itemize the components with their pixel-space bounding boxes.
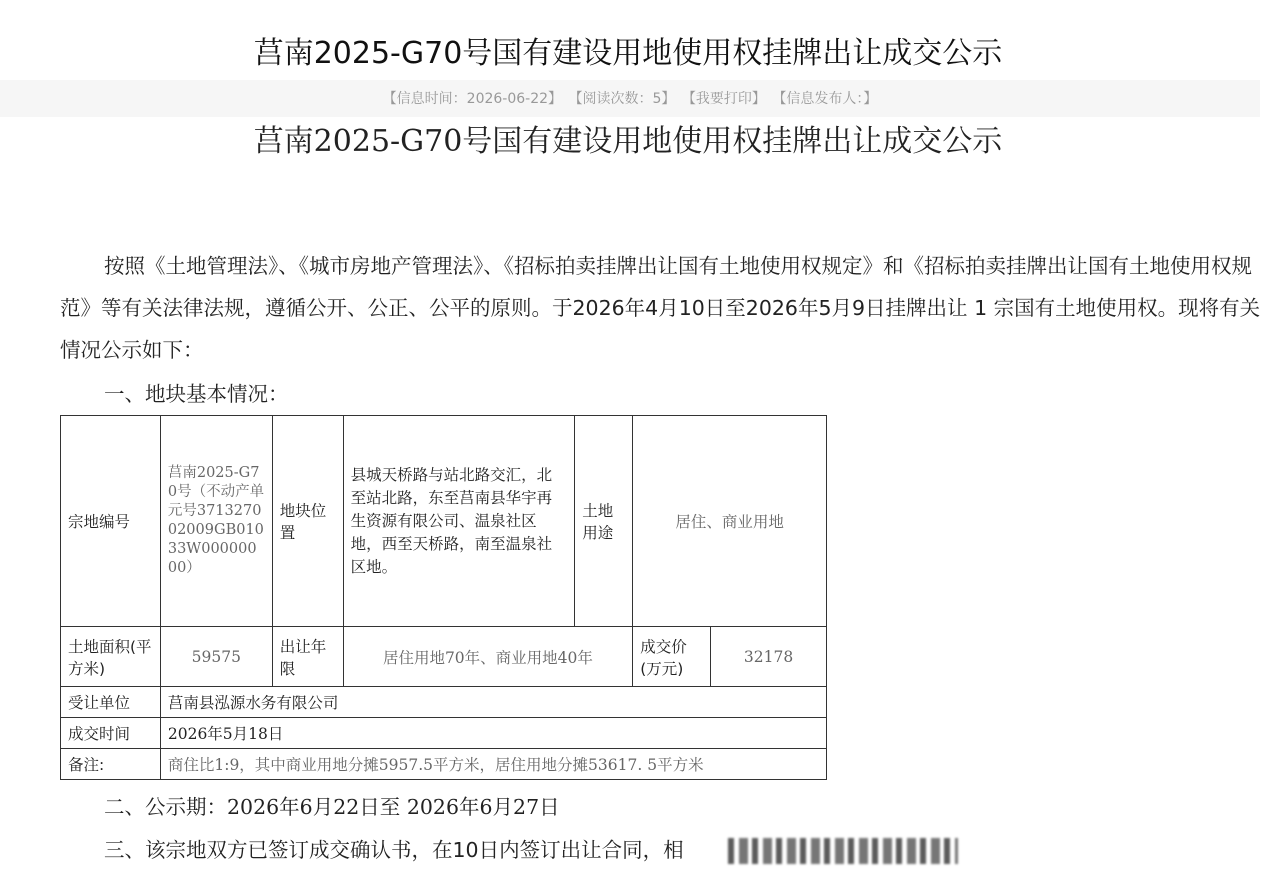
term-value: 居住用地70年、商业用地40年 bbox=[343, 627, 633, 687]
parcel-no-label: 宗地编号 bbox=[61, 416, 161, 627]
location-value: 县城天桥路与站北路交汇，北至站北路，东至莒南县华宇再生资源有限公司、温泉社区地，西至天桥路，南至温泉社区地。 bbox=[343, 416, 575, 627]
area-value: 59575 bbox=[160, 627, 272, 687]
buyer-value: 莒南县泓源水务有限公司 bbox=[160, 687, 826, 718]
section-3-text: 三、该宗地双方已签订成交确认书，在10日内签订出让合同，相 bbox=[104, 838, 684, 862]
parcel-no-value: 莒南2025-G70号（不动产单元号371327002009GB01033W00000000） bbox=[160, 416, 272, 627]
info-meta-bar bbox=[0, 80, 1260, 117]
document-title: 莒南2025-G70号国有建设用地使用权挂牌出让成交公示 bbox=[253, 124, 1003, 159]
table-row bbox=[61, 718, 827, 749]
section-1-text: 一、地块基本情况： bbox=[104, 382, 289, 406]
intro-text: 按照《土地管理法》、《城市房地产管理法》、《招标拍卖挂牌出让国有土地使用权规定》和《招标拍卖挂牌出让国有土地使用权规范》等有关法律法规，遵循公开、公正、公平的原则。于2026年4月10日至2026年5月9日挂牌出让 1 宗国有土地使用权。现将有关情况公示如下： bbox=[60, 254, 1261, 362]
section-1-heading bbox=[60, 379, 1262, 409]
table-row bbox=[61, 627, 827, 687]
table-row bbox=[61, 687, 827, 718]
area-label: 土地面积(平方米) bbox=[61, 627, 161, 687]
deal-time-value: 2026年5月18日 bbox=[160, 718, 826, 749]
remark-value: 商住比1:9，其中商业用地分摊5957.5平方米，居住用地分摊53617. 5平方米 bbox=[160, 749, 826, 780]
price-value: 32178 bbox=[711, 627, 827, 687]
price-label: 成交价(万元) bbox=[633, 627, 711, 687]
page-title: 莒南2025-G70号国有建设用地使用权挂牌出让成交公示 bbox=[253, 36, 1003, 71]
use-value: 居住、商业用地 bbox=[633, 416, 827, 627]
print-link[interactable]: 【我要打印】 bbox=[681, 91, 766, 107]
land-info-table bbox=[60, 415, 827, 780]
location-label: 地块位置 bbox=[272, 416, 343, 627]
section-2 bbox=[60, 792, 1262, 822]
read-count: 【阅读次数：5】 bbox=[568, 91, 676, 107]
intro-paragraph bbox=[60, 245, 1262, 371]
section-2-text bbox=[60, 792, 1262, 822]
term-label: 出让年限 bbox=[272, 627, 343, 687]
section-2-value: 2026年6月22日至 2026年6月27日 bbox=[227, 795, 560, 819]
section-2-label: 二、公示期： bbox=[104, 795, 227, 819]
deal-time-label: 成交时间 bbox=[61, 718, 161, 749]
remark-label: 备注: bbox=[61, 749, 161, 780]
use-label: 土地用途 bbox=[575, 416, 633, 627]
info-time: 【信息时间：2026-06-22】 bbox=[382, 91, 563, 107]
section-3 bbox=[60, 835, 1262, 865]
obscured-text bbox=[728, 838, 958, 864]
table-row bbox=[61, 416, 827, 627]
table-row bbox=[61, 749, 827, 780]
info-publisher: 【信息发布人：】 bbox=[772, 91, 878, 107]
buyer-label: 受让单位 bbox=[61, 687, 161, 718]
